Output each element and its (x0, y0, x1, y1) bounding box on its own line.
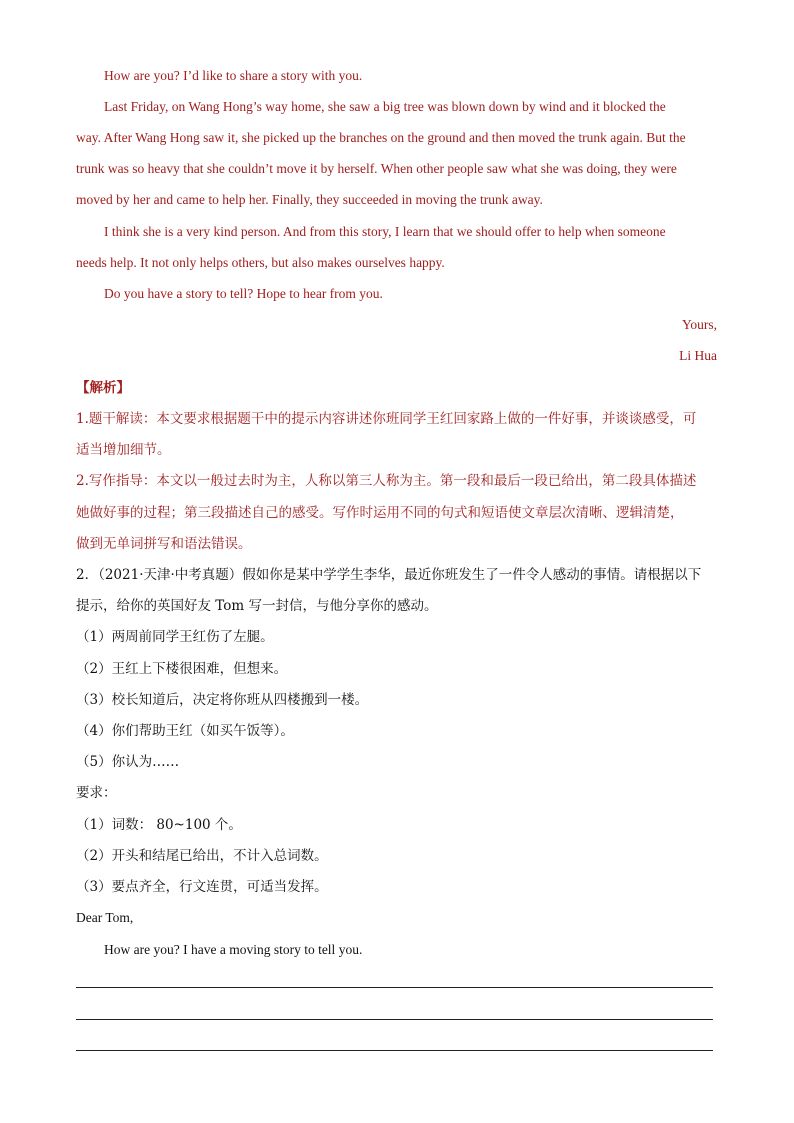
requirement-item: （1）词数： 80~100 个。 (76, 817, 242, 833)
question-2-prompt-line-2: 提示，给你的英国好友 Tom 写一封信，与他分享你的感动。 (76, 598, 438, 614)
letter-paragraph-2-line-3: trunk was so heavy that she couldn’t move it by herself. When other people saw what she was doing, they were (76, 161, 677, 176)
letter-paragraph-2-line-1: Last Friday, on Wang Hong’s way home, she saw a big tree was blown down by wind and it blocked the (104, 99, 666, 114)
answer-line[interactable] (76, 987, 713, 988)
hint-item: （5）你认为…… (76, 754, 180, 770)
analysis-item-1-line-2: 适当增加细节。 (76, 442, 171, 458)
hint-item: （3）校长知道后，决定将你班从四楼搬到一楼。 (76, 692, 369, 708)
answer-line[interactable] (76, 1050, 713, 1051)
letter-paragraph-3-line-2: needs help. It not only helps others, but also makes ourselves happy. (76, 255, 445, 270)
letter-closing: Yours, (681, 317, 717, 332)
letter-signature: Li Hua (679, 348, 717, 363)
letter-paragraph-2-line-2: way. After Wang Hong saw it, she picked up the branches on the ground and then moved the trunk again. But the (76, 130, 686, 145)
letter-paragraph-3-line-1: I think she is a very kind person. And from this story, I learn that we should offer to help when someone (104, 224, 666, 239)
analysis-item-1-line-1: 1.题干解读：本文要求根据题干中的提示内容讲述你班同学王红回家路上做的一件好事，并谈谈感受，可 (76, 411, 697, 427)
question-2-prompt-line-1: 2．（2021·天津·中考真题）假如你是某中学学生李华，最近你班发生了一件令人感动的事情。请根据以下 (76, 567, 702, 583)
analysis-item-2-line-2: 她做好事的过程；第三段描述自己的感受。写作时运用不同的句式和短语使文章层次清晰、逻辑清楚， (76, 505, 684, 521)
analysis-title: 【解析】 (76, 380, 130, 396)
hint-item: （1）两周前同学王红伤了左腿。 (76, 629, 274, 645)
requirement-item: （2）开头和结尾已给出，不计入总词数。 (76, 848, 328, 864)
letter-opening: How are you? I have a moving story to tell you. (104, 942, 363, 957)
letter-paragraph-2-line-4: moved by her and came to help her. Finally, they succeeded in moving the trunk away. (76, 192, 543, 207)
requirement-item: （3）要点齐全，行文连贯，可适当发挥。 (76, 879, 328, 895)
letter-salutation: Dear Tom, (76, 910, 134, 925)
letter-paragraph-4: Do you have a story to tell? Hope to hear from you. (104, 286, 383, 301)
requirements-title: 要求： (76, 785, 117, 801)
analysis-item-2-line-1: 2.写作指导：本文以一般过去时为主，人称以第三人称为主。第一段和最后一段已给出，第二段具体描述 (76, 473, 697, 489)
hint-item: （2）王红上下楼很困难，但想来。 (76, 661, 288, 677)
analysis-item-2-line-3: 做到无单词拼写和语法错误。 (76, 536, 252, 552)
answer-line[interactable] (76, 1019, 713, 1020)
hint-item: （4）你们帮助王红（如买午饭等）。 (76, 723, 294, 739)
letter-greeting: How are you? I’d like to share a story with you. (104, 68, 363, 83)
